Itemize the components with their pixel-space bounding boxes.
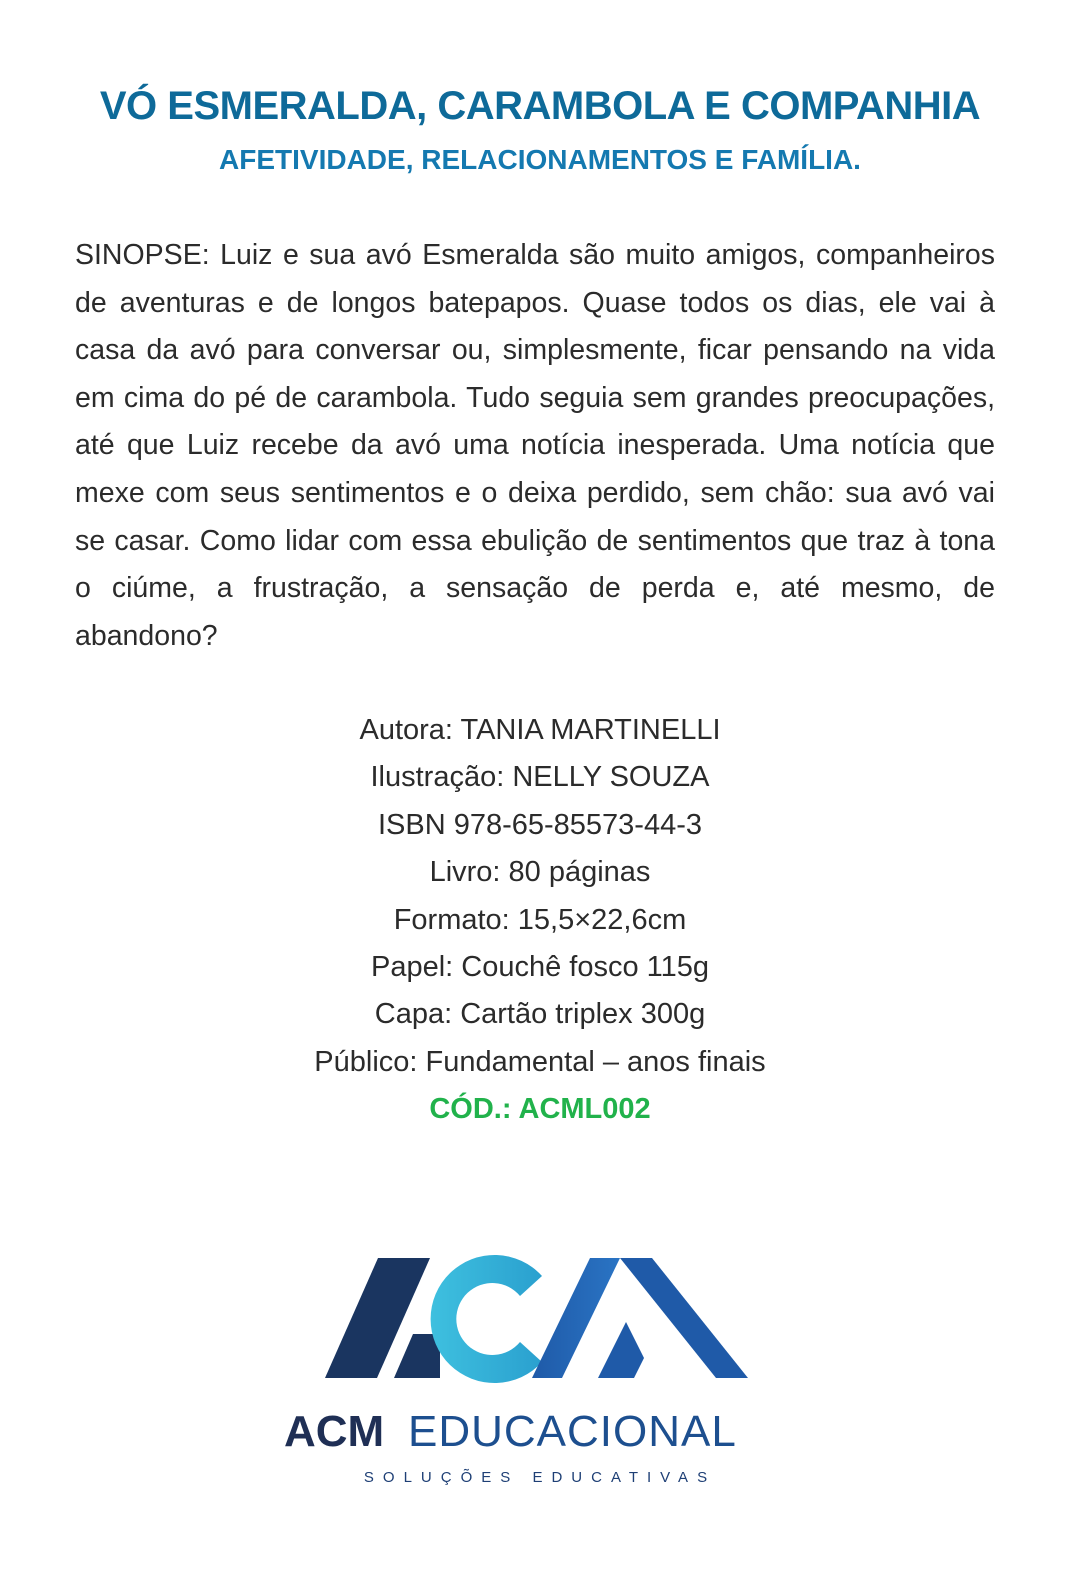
logo-a-mark [325, 1258, 440, 1378]
book-title: VÓ ESMERALDA, CARAMBOLA E COMPANHIA [99, 84, 981, 128]
book-details [0, 707, 1080, 1134]
logo-brand-bold: ACM [284, 1407, 385, 1456]
audience-line: Público: Fundamental – anos finais [314, 1045, 766, 1078]
book-theme: AFETIVIDADE, RELACIONAMENTOS E FAMÍLIA. [219, 144, 861, 175]
logo-c-mark [431, 1255, 542, 1383]
acm-educacional-logo [280, 1250, 800, 1500]
logo-tagline: SOLUÇÕES EDUCATIVAS [363, 1469, 717, 1486]
cover-line: Capa: Cartão triplex 300g [374, 998, 706, 1031]
logo-m-mark [532, 1258, 748, 1378]
format-line: Formato: 15,5×22,6cm [393, 903, 687, 936]
logo-brand-regular: EDUCACIONAL [408, 1407, 737, 1456]
isbn-line: ISBN 978-65-85573-44-3 [377, 808, 703, 841]
logo-graphic [280, 1250, 800, 1500]
pages-line: Livro: 80 páginas [429, 856, 651, 889]
illustration-line: Ilustração: NELLY SOUZA [370, 761, 710, 794]
product-code: CÓD.: ACML002 [429, 1093, 651, 1126]
synopsis-text: SINOPSE: Luiz e sua avó Esmeralda são muito amigos, companheiros de aventuras e de longos batepapos. Quase todos os dias, ele vai à casa da avó para conversar ou, simplesmente, ficar pensando na vida em cima do pé de carambola. Tudo seguia sem grandes preocupações, até que Luiz recebe da avó uma notícia inesperada. Uma notícia que mexe com seus sentimentos e o deixa perdido, sem chão: sua avó vai se casar. Como lidar com essa ebulição de sentimentos que traz à tona o ciúme, a frustração, a sensação de perda e, até mesmo, de abandono? [75, 239, 995, 652]
author-line: Autora: TANIA MARTINELLI [359, 714, 721, 746]
paper-line: Papel: Couchê fosco 115g [370, 951, 710, 984]
